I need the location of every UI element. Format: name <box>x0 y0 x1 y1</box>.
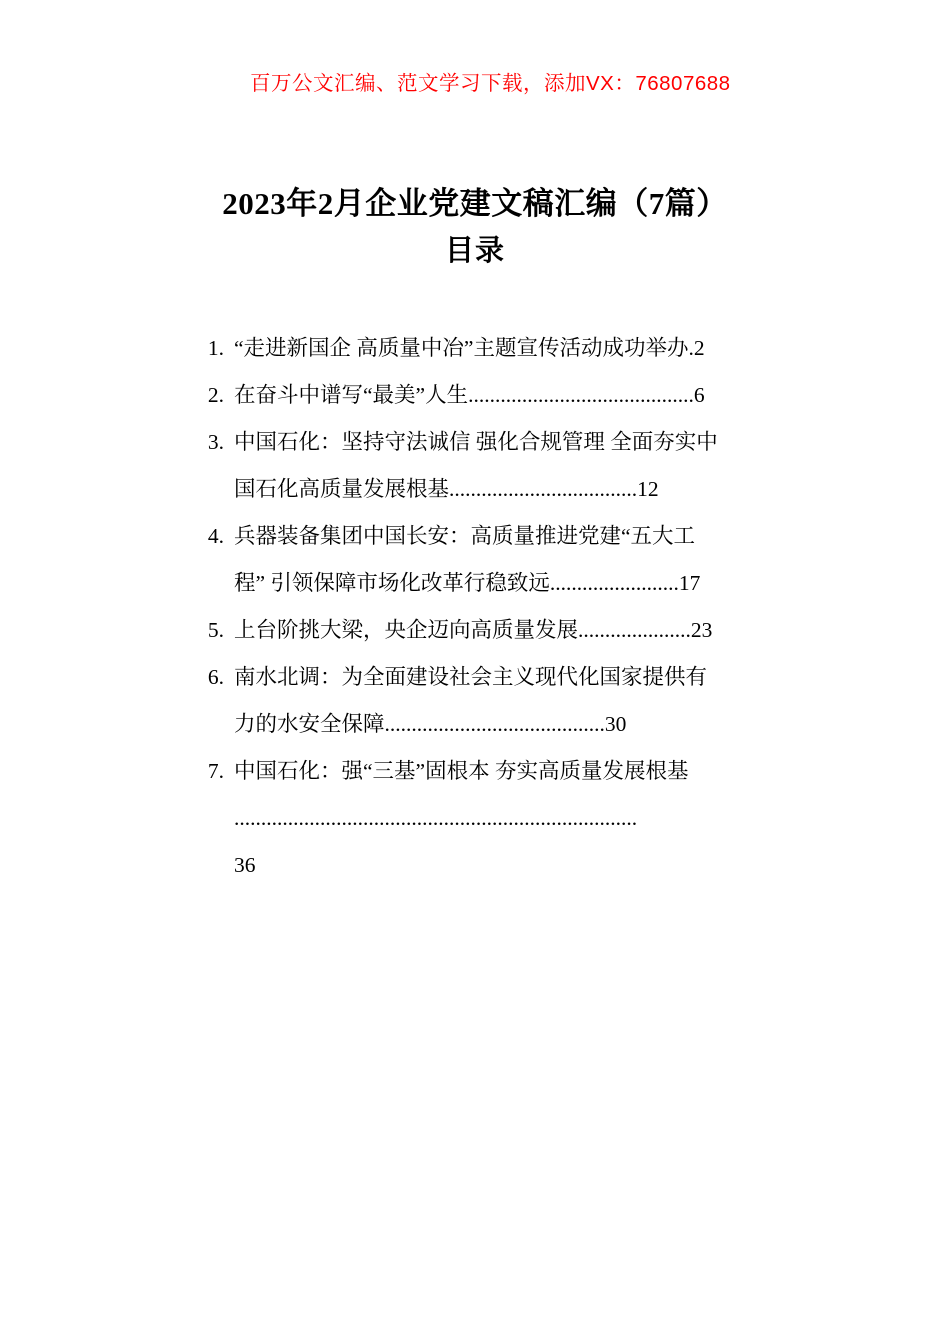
toc-leader-dots: ..................... <box>578 618 691 642</box>
toc-entry-title-cont: 力的水安全保障 <box>234 712 385 736</box>
toc-entry-line <box>234 607 816 654</box>
toc-entry-body <box>234 654 816 748</box>
toc-entry-line <box>234 466 816 513</box>
toc-entry-number: 6. <box>207 665 224 689</box>
toc-entry-line <box>234 654 816 701</box>
toc-entry-line <box>234 748 816 795</box>
toc-entry-line <box>234 325 816 372</box>
toc-page-number: 30 <box>604 712 627 736</box>
toc-leader-dots: .......................................... <box>468 383 694 407</box>
toc-entry-line <box>234 513 816 560</box>
watermark-text: 百万公文汇编、范文学习下载，添加VX：76807688 <box>250 72 731 95</box>
toc-entry-line <box>234 560 816 607</box>
toc-entry[interactable] <box>196 419 816 513</box>
toc-entry-number: 2. <box>207 383 224 407</box>
toc-entry-title-cont: 程” 引领保障市场化改革行稳致远 <box>234 571 550 595</box>
toc-entry-number: 4. <box>207 524 224 548</box>
toc-entry-body <box>234 325 816 372</box>
toc-entry[interactable] <box>196 513 816 607</box>
toc-entry-title: 在奋斗中谱写“最美”人生 <box>234 383 469 407</box>
toc-leader-dots: ......................................... <box>384 712 605 736</box>
toc-entry-line <box>234 419 816 466</box>
toc-entry-title-cont: 国石化高质量发展根基 <box>234 477 450 501</box>
toc-entry-title: 中国石化：强“三基”固根本 夯实高质量发展根基 <box>234 759 689 783</box>
toc-entry-body <box>234 419 816 513</box>
toc-leader-dots: . <box>688 336 694 360</box>
toc-leader-dots: ................................... <box>449 477 638 501</box>
toc-entry-line <box>234 372 816 419</box>
toc-entry-title: 中国石化：坚持守法诚信 强化合规管理 全面夯实中 <box>234 430 718 454</box>
toc-entry[interactable] <box>196 748 816 889</box>
page-title: 2023年2月企业党建文稿汇编（7篇） <box>222 186 728 221</box>
toc-page-number: 17 <box>678 571 701 595</box>
toc-entry-title: 南水北调：为全面建设社会主义现代化国家提供有 <box>234 665 708 689</box>
toc-page-number: 23 <box>690 618 713 642</box>
toc-page-number: 2 <box>693 336 705 360</box>
toc-entry-title: 兵器装备集团中国长安：高质量推进党建“五大工 <box>234 524 696 548</box>
toc-entry-number: 5. <box>207 618 224 642</box>
toc-entry-title: 上台阶挑大梁，央企迈向高质量发展 <box>234 618 579 642</box>
page-subtitle: 目录 <box>444 235 505 267</box>
toc-page-number: 12 <box>637 477 659 501</box>
toc-entry-line <box>234 795 816 889</box>
toc-entry-body <box>234 748 816 889</box>
toc-page-number: 36 <box>234 853 256 877</box>
toc-leader-dots: ........................ <box>549 571 679 595</box>
toc-entry-body <box>234 607 816 654</box>
toc-entry-line <box>234 701 816 748</box>
toc-entry-title: “走进新国企 高质量中冶”主题宣传活动成功举办 <box>234 336 689 360</box>
toc-entry-body <box>234 513 816 607</box>
toc-entry-number: 7. <box>207 759 224 783</box>
toc-entry[interactable] <box>196 607 816 654</box>
toc-entry-number: 1. <box>207 336 224 360</box>
toc-entry[interactable] <box>196 325 816 372</box>
table-of-contents <box>196 325 816 889</box>
toc-entry-number: 3. <box>207 430 224 454</box>
toc-entry[interactable] <box>196 654 816 748</box>
toc-page-number: 6 <box>693 383 705 407</box>
toc-entry[interactable] <box>196 372 816 419</box>
toc-leader-dots: ........................................................................... <box>234 806 638 830</box>
toc-entry-body <box>234 372 816 419</box>
